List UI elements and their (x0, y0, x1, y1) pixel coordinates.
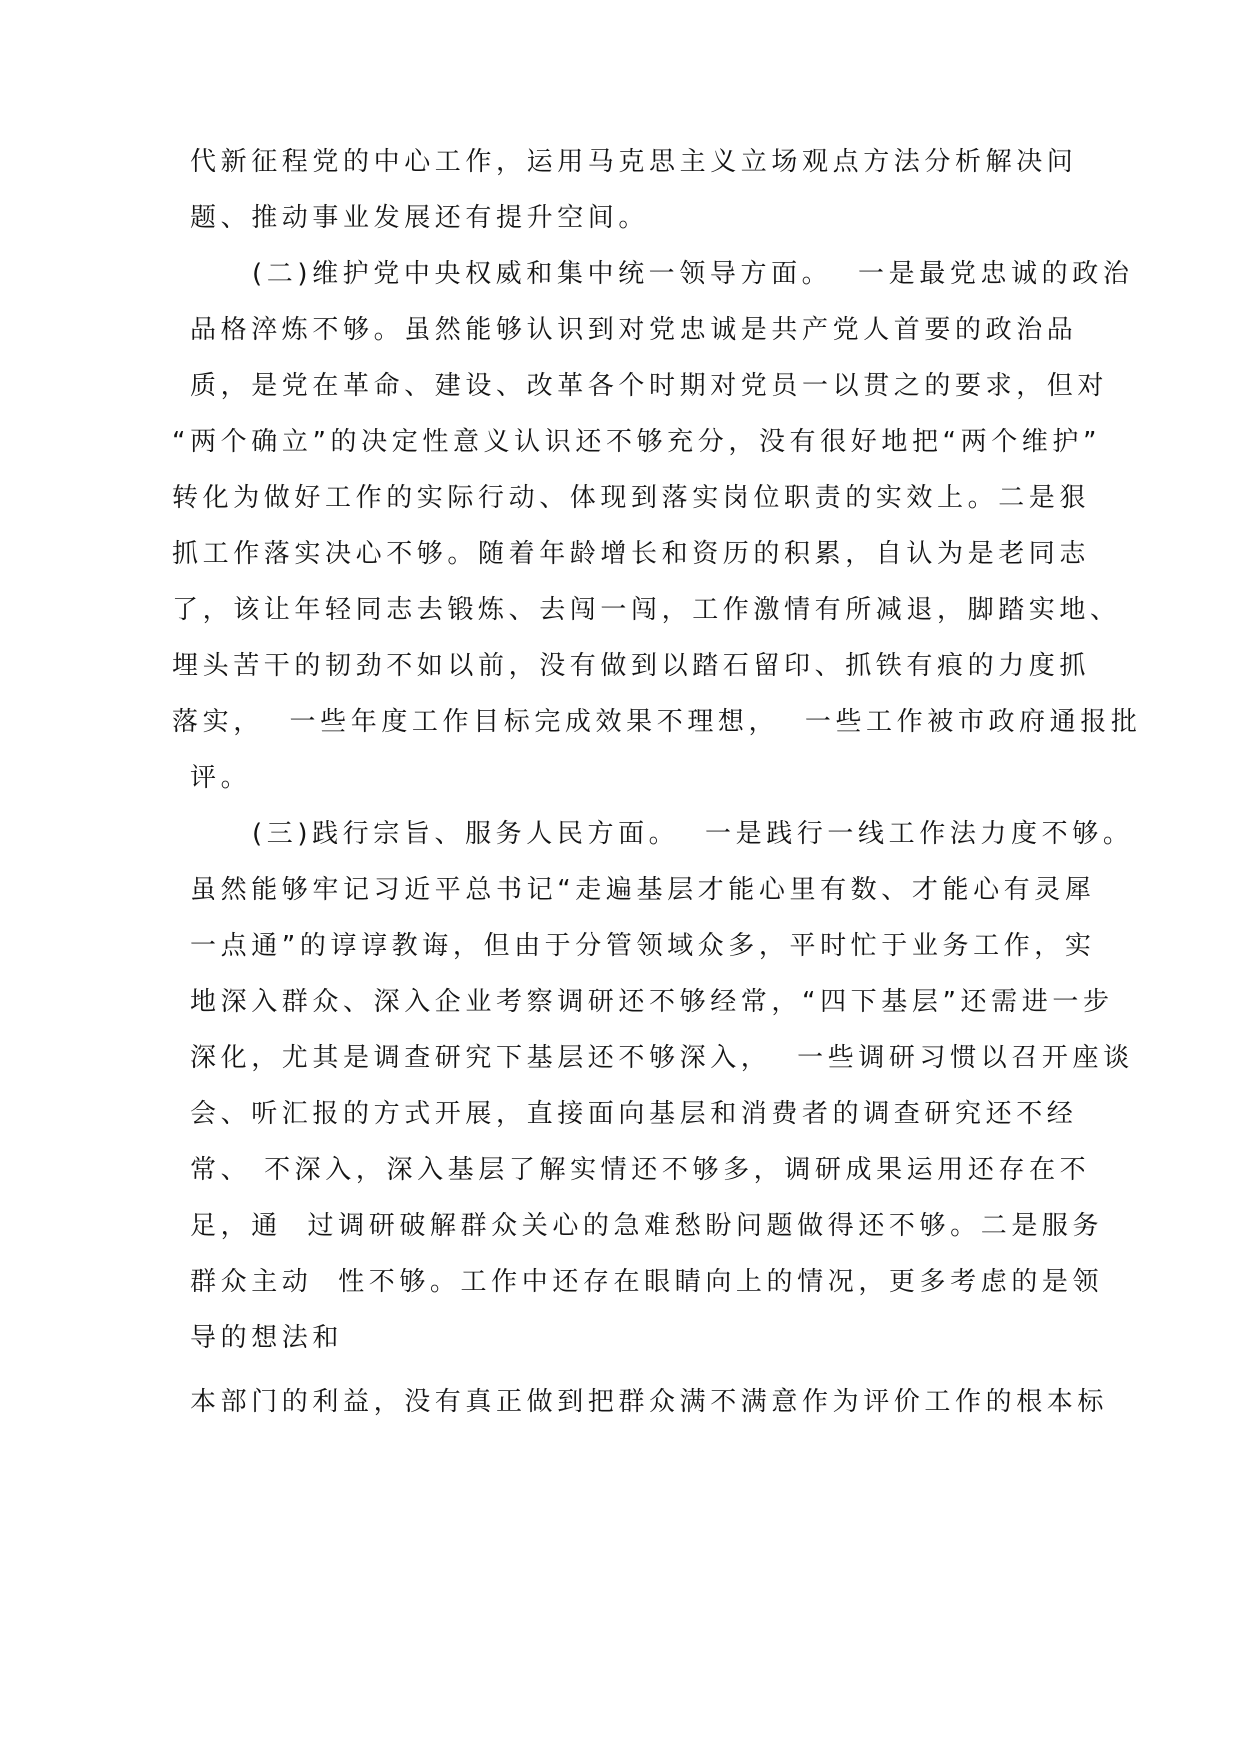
body-text-line: 虽然能够牢记习近平总书记“走遍基层才能心里有数、才能心有灵犀 (190, 875, 1096, 905)
body-text-line: 导的想法和 (190, 1323, 344, 1353)
body-text-line: 转化为做好工作的实际行动、体现到落实岗位职责的实效上。二是狠 (172, 483, 1091, 513)
body-text-line: 品格淬炼不够。虽然能够认识到对党忠诚是共产党人首要的政治品 (190, 315, 1078, 345)
body-text-line: 评。 (190, 763, 252, 793)
body-text-line: 题、推动事业发展还有提升空间。 (190, 203, 650, 233)
body-text-line: “两个确立”的决定性意义认识还不够充分，没有很好地把“两个维护” (172, 427, 1102, 457)
body-text-line: 代新征程党的中心工作，运用马克思主义立场观点方法分析解决问 (190, 147, 1078, 177)
body-text-line: 会、听汇报的方式开展，直接面向基层和消费者的调查研究还不经 (190, 1099, 1078, 1129)
body-text-line: 常、 不深入，深入基层了解实情还不够多，调研成果运用还存在不 (190, 1155, 1091, 1185)
body-text-line: 深化，尤其是调查研究下基层还不够深入， 一些调研习惯以召开座谈 (190, 1043, 1134, 1073)
body-text-line: 质，是党在革命、建设、改革各个时期对党员一以贯之的要求，但对 (190, 371, 1109, 401)
body-text-line: 埋头苦干的韧劲不如以前，没有做到以踏石留印、抓铁有痕的力度抓 (172, 651, 1091, 681)
body-text-line: 足，通 过调研破解群众关心的急难愁盼问题做得还不够。二是服务 (190, 1211, 1104, 1241)
body-text-line: 地深入群众、深入企业考察调研还不够经常，“四下基层”还需进一步 (190, 987, 1114, 1017)
body-text-line: 群众主动 性不够。工作中还存在眼睛向上的情况，更多考虑的是领 (190, 1267, 1104, 1297)
section-heading-line: (三)践行宗旨、服务人民方面。 一是践行一线工作法力度不够。 (252, 819, 1134, 849)
body-text-line: 抓工作落实决心不够。随着年龄增长和资历的积累，自认为是老同志 (172, 539, 1091, 569)
body-text-line: 本部门的利益，没有真正做到把群众满不满意作为评价工作的根本标 (190, 1387, 1109, 1417)
body-text-line: 了，该让年轻同志去锻炼、去闯一闯，工作激情有所减退，脚踏实地、 (172, 595, 1121, 625)
body-text-line: 落实， 一些年度工作目标完成效果不理想， 一些工作被市政府通报批 (172, 707, 1142, 737)
section-heading-line: (二)维护党中央权威和集中统一领导方面。 一是最党忠诚的政治 (252, 259, 1134, 289)
body-text-line: 一点通”的谆谆教诲，但由于分管领域众多，平时忙于业务工作，实 (190, 931, 1096, 961)
